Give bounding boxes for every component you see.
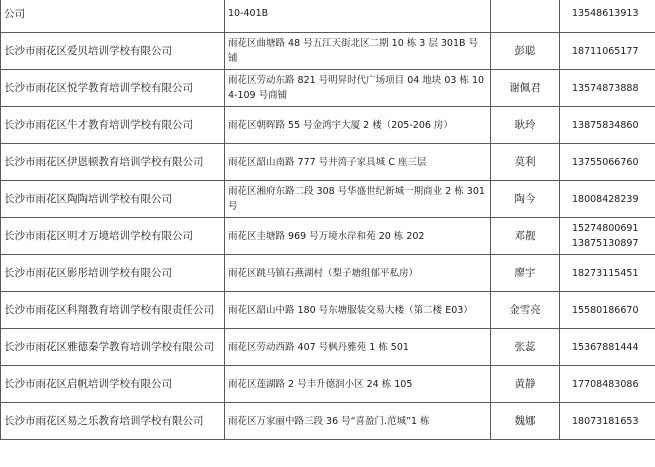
table-row [1, 0, 655, 33]
table-row [1, 70, 655, 107]
company-name-cell: 长沙市雨花区影彤培训学校有限公司 [1, 255, 225, 292]
table-row [1, 218, 655, 255]
address-cell: 雨花区曲塘路 48 号五江天街北区二期 10 栋 3 层 301B 号铺 [225, 33, 491, 70]
contact-person-cell: 耿玲 [491, 107, 560, 144]
address-cell: 雨花区跳马镇石燕湖村（梨子塘组郁平私房） [225, 255, 491, 292]
table-row [1, 144, 655, 181]
phone-cell: 15274800691 13875130897 [560, 218, 655, 255]
phone-cell: 13574873888 [560, 70, 655, 107]
phone-cell: 18273115451 [560, 255, 655, 292]
company-name-cell: 公司 [1, 0, 225, 33]
address-cell: 雨花区圭塘路 969 号万境水岸和苑 20 栋 202 [225, 218, 491, 255]
company-name-cell: 长沙市雨花区牛才教育培训学校有限公司 [1, 107, 225, 144]
company-name-cell: 长沙市雨花区悦学教育培训学校有限公司 [1, 70, 225, 107]
contact-person-cell: 谢佩君 [491, 70, 560, 107]
table-row [1, 107, 655, 144]
address-cell: 雨花区莲湖路 2 号丰升德润小区 24 栋 105 [225, 366, 491, 403]
table-row [1, 329, 655, 366]
company-name-cell: 长沙市雨花区明才万境培训学校有限公司 [1, 218, 225, 255]
phone-cell: 18073181653 [560, 403, 655, 440]
phone-cell: 18008428239 [560, 181, 655, 218]
company-name-cell: 长沙市雨花区科翔教育培训学校有限责任公司 [1, 292, 225, 329]
company-name-cell: 长沙市雨花区陶陶培训学校有限公司 [1, 181, 225, 218]
phone-cell: 13875834860 [560, 107, 655, 144]
address-cell: 雨花区劳动西路 407 号枫丹雅苑 1 栋 501 [225, 329, 491, 366]
contact-person-cell: 莫利 [491, 144, 560, 181]
table-row [1, 292, 655, 329]
contact-person-cell: 邓靓 [491, 218, 560, 255]
phone-cell: 13755066760 [560, 144, 655, 181]
contact-person-cell: 彭聪 [491, 33, 560, 70]
contact-person-cell: 黄静 [491, 366, 560, 403]
company-name-cell: 长沙市雨花区伊恩顿教育培训学校有限公司 [1, 144, 225, 181]
address-cell: 雨花区朝晖路 55 号金鸿宇大厦 2 楼（205-206 房） [225, 107, 491, 144]
table-row [1, 366, 655, 403]
address-cell: 雨花区湘府东路二段 308 号华盛世纪新城一期商业 2 栋 301 号 [225, 181, 491, 218]
address-cell: 雨花区韶山中路 180 号东塘服装交易大楼（第二楼 E03） [225, 292, 491, 329]
address-cell: 10-401B [225, 0, 491, 33]
phone-cell: 15367881444 [560, 329, 655, 366]
phone-cell: 15580186670 [560, 292, 655, 329]
company-name-cell: 长沙市雨花区爱贝培训学校有限公司 [1, 33, 225, 70]
company-name-cell: 长沙市雨花区易之乐教育培训学校有限公司 [1, 403, 225, 440]
phone-cell: 13548613913 [560, 0, 655, 33]
address-cell: 雨花区万家丽中路三段 36 号“喜盈门.范城”1 栋 [225, 403, 491, 440]
address-cell: 雨花区劳动东路 821 号明昇时代广场项目 04 地块 03 栋 104-109 号商铺 [225, 70, 491, 107]
company-name-cell: 长沙市雨花区启帆培训学校有限公司 [1, 366, 225, 403]
contact-person-cell: 金雪亮 [491, 292, 560, 329]
contact-person-cell: 魏娜 [491, 403, 560, 440]
contact-person-cell: 张蕊 [491, 329, 560, 366]
company-name-cell: 长沙市雨花区雅德秦学教育培训学校有限公司 [1, 329, 225, 366]
contact-person-cell [491, 0, 560, 33]
phone-cell: 18711065177 [560, 33, 655, 70]
table-row [1, 181, 655, 218]
table-row [1, 33, 655, 70]
address-cell: 雨花区韶山南路 777 号井湾子家具城 C 座三层 [225, 144, 491, 181]
contact-person-cell: 廖宇 [491, 255, 560, 292]
contact-person-cell: 陶今 [491, 181, 560, 218]
phone-cell: 17708483086 [560, 366, 655, 403]
table-row [1, 255, 655, 292]
table-row [1, 403, 655, 440]
